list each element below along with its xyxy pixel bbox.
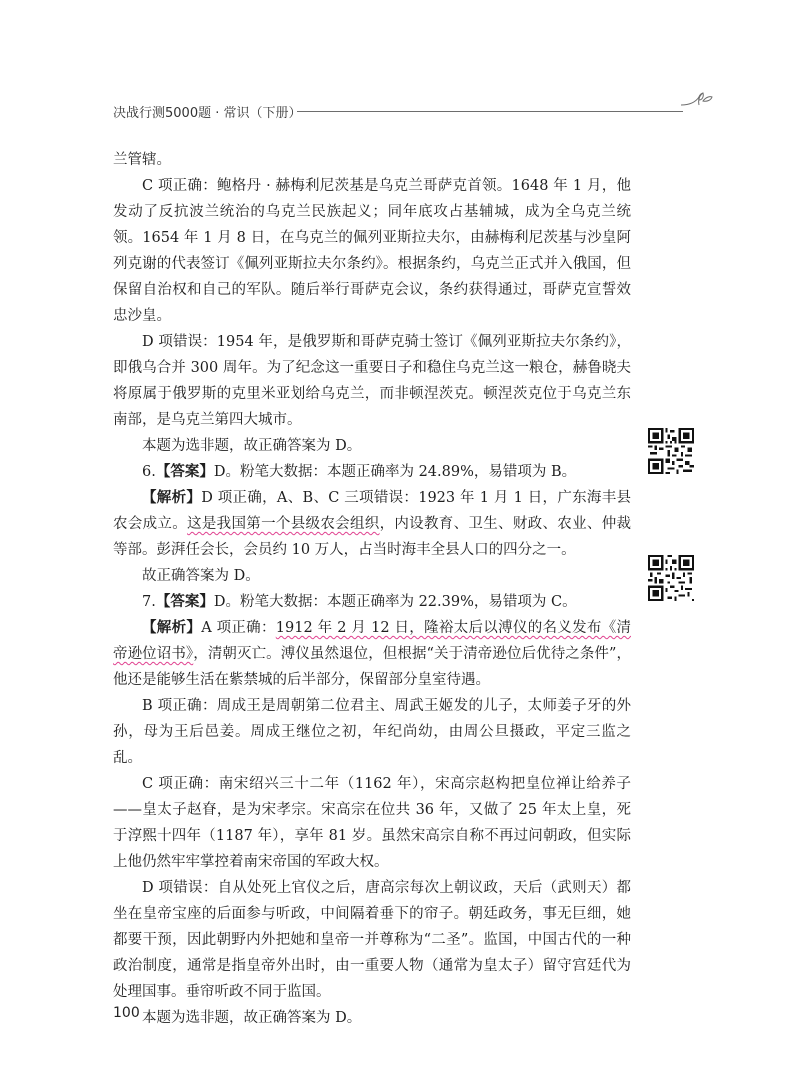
paragraph: D 项错误：1954 年，是俄罗斯和哥萨克骑士签订《佩列亚斯拉夫尔条约》，即俄乌合并 300 周年。为了纪念这一重要日子和稳住乌克兰这一粮仓，赫鲁晓夫将原属于俄罗斯的克里米亚划给乌克兰，而非顿涅茨克。顿涅茨克位于乌克兰东南部，是乌克兰第四大城市。 (113, 334, 631, 428)
highlighted-text: 这是我国第一个县级农会组织 (187, 516, 380, 532)
paragraph: 故正确答案为 D。 (142, 568, 260, 584)
question-7-answer (113, 589, 631, 615)
question-7-analysis (113, 615, 631, 693)
analysis-text: ，内设教育、卫生、财政、农业、仲裁等部。彭湃任会长，会员约 10 万人，占当时海丰全县人口的四分之一。 (113, 516, 632, 558)
analysis-text: D 项正确，A、B、C 三项错误：1923 年 1 月 1 日，广东海丰县农会成立。 (113, 490, 632, 532)
paragraph: D 项错误：自从处死上官仪之后，唐高宗每次上朝议政，天后（武则天）都坐在皇帝宝座的后面参与听政，中间隔着垂下的帘子。朝廷政务，事无巨细，她都要干预，因此朝野内外把她和皇帝一并尊称为“二圣”。监国，中国古代的一种政治制度，通常是指皇帝外出时，由一重要人物（通常为皇太子）留守宫廷代为处理国事。垂帘听政不同于监国。 (113, 880, 631, 1000)
page-header (113, 100, 713, 140)
qr-code-icon[interactable] (648, 428, 694, 474)
question-number: 6. (142, 464, 156, 480)
answer-tag: 【答案】 (155, 594, 214, 610)
question-number: 7. (142, 594, 156, 610)
paragraph: C 项正确：南宋绍兴三十二年（1162 年），宋高宗赵构把皇位禅让给养子——皇太子赵眘，是为宋孝宗。宋高宗在位共 36 年，又做了 25 年太上皇，死于淳熙十四年（1187 年），享年 81 岁。虽然宋高宗自称不再过问朝政，但实际上他仍然牢牢掌控着南宋帝国的军政大权。 (113, 776, 631, 870)
paragraph: 本题为选非题，故正确答案为 D。 (142, 438, 362, 454)
paragraph: 本题为选非题，故正确答案为 D。 (142, 1010, 362, 1026)
qr-code-icon[interactable] (648, 555, 694, 601)
question-6-analysis (113, 485, 631, 563)
highlighted-text: 1912 年 2 月 12 日，隆裕太后以溥仪的名义发布《清帝逊位诏书》 (113, 620, 631, 662)
paragraph: C 项正确：鲍格丹 · 赫梅利尼茨基是乌克兰哥萨克首领。1648 年 1 月，他发动了反抗波兰统治的乌克兰民族起义；同年底攻占基辅城，成为全乌克兰统领。1654 年 1 月 8 日，在乌克兰的佩列亚斯拉夫尔，由赫梅利尼茨基与沙皇阿列克谢的代表签订《佩列亚斯拉夫尔条约》。根据条约，乌克兰正式并入俄国，但保留自治权和自己的军队。随后举行哥萨克会议，条约获得通过，哥萨克宣誓效忠沙皇。 (113, 178, 631, 324)
analysis-text: ，清朝灭亡。溥仪虽然退位，但根据“关于清帝逊位后优待之条件”，他还是能够生活在紫禁城的后半部分，保留部分皇室待遇。 (113, 646, 632, 688)
answer-explanations (113, 147, 631, 1031)
analysis-text: A 项正确： (201, 620, 276, 636)
header-rule (297, 111, 683, 112)
book-title: 决战行测5000题 · 常识（下册） (113, 106, 302, 121)
analysis-tag: 【解析】 (142, 490, 202, 506)
paragraph: 兰管辖。 (113, 152, 171, 168)
answer-text: D。粉笔大数据：本题正确率为 24.89%，易错项为 B。 (213, 464, 577, 480)
paragraph: B 项正确：周成王是周朝第二位君主、周武王姬发的儿子，太师姜子牙的外孙，母为王后邑姜。周成王继位之初，年纪尚幼，由周公旦摄政，平定三监之乱。 (113, 698, 631, 766)
analysis-tag: 【解析】 (142, 620, 202, 636)
question-6-answer (113, 459, 631, 485)
answer-text: D。粉笔大数据：本题正确率为 22.39%，易错项为 C。 (213, 594, 577, 610)
leaf-sprout-icon (679, 91, 713, 115)
page-number: 100 (113, 1005, 140, 1021)
answer-tag: 【答案】 (155, 464, 214, 480)
